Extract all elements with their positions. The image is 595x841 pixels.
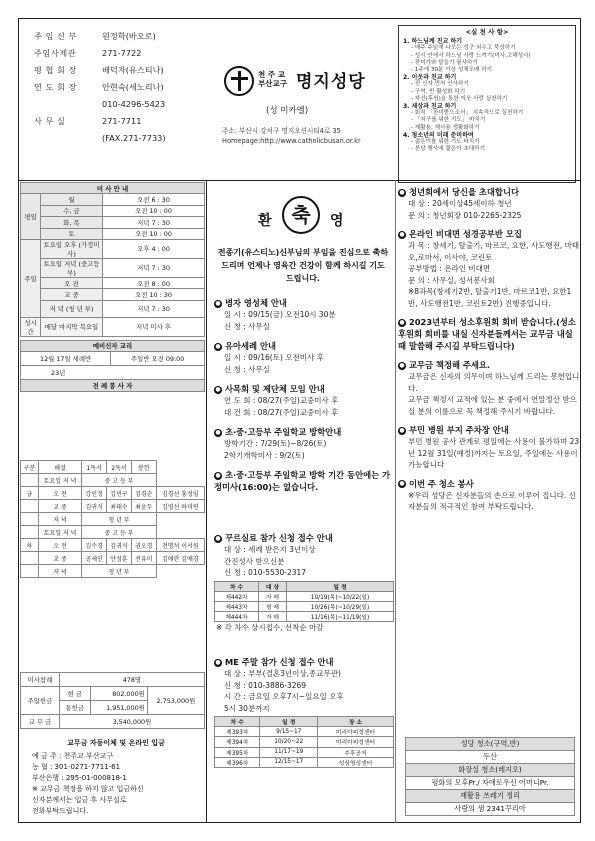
notice-title [398, 478, 580, 490]
bullet-icon: ● [215, 471, 221, 479]
notice-item [214, 340, 394, 375]
service-header: 1독서 [82, 461, 107, 474]
mass-row [21, 277, 205, 288]
notice-item [214, 297, 394, 332]
service-cell: 권오경 [131, 539, 156, 552]
cleaning-value: 평화의 모후Pr./ 자애로우신 어머니Pr. [406, 777, 575, 790]
service-row [21, 565, 205, 578]
cursillo-line: 간진성사 받으신분 [224, 556, 285, 566]
header-row [34, 45, 214, 62]
cursillo-title: 꾸르실료 참가 신청 접수 안내 [225, 533, 333, 543]
notice-line: 일 시 : 09/16(토) 오전미사 후 [224, 353, 324, 362]
notice-title-text: 이번 주 청소 봉사 [409, 478, 474, 489]
notice-item [398, 186, 580, 221]
resolution-line: 3. 세상과 친교 하기 [403, 103, 457, 111]
notice-item [214, 383, 394, 418]
header-row [34, 96, 214, 113]
notice-title [398, 228, 580, 240]
header-key [34, 96, 102, 113]
me-head: 일 정 [260, 717, 318, 727]
header-row [34, 113, 214, 130]
me-cell: 미리아피정센터 [318, 737, 394, 747]
notice-line: 공부방법 : 온라인 비대면 [408, 264, 491, 273]
dues-value: 3,540,000원 [59, 715, 204, 729]
mass-row [21, 205, 205, 216]
me-line: 신 청 : 010-3886-3269 [224, 680, 307, 690]
mass-row [21, 300, 205, 317]
service-week [21, 526, 39, 539]
service-header: 2독서 [107, 461, 132, 474]
resolution-line: - 매주 주일에 나오는 성구 외우고 묵상하기 [411, 45, 516, 52]
service-cell: 최윤두 [131, 500, 156, 513]
service-cell: 김경선 홍성임 [156, 487, 204, 500]
cleaning-value: 사랑의 샘 2341꾸리아 [406, 803, 575, 816]
offering-total: 2,753,000원 [147, 687, 204, 715]
bullet-icon: ● [399, 230, 405, 238]
mass-day: 토요일 저녁 (중고등부) [41, 258, 103, 277]
cursillo-cell: 자 매 [258, 612, 286, 622]
bullet-icon: ● [399, 480, 405, 487]
parish-logo [216, 62, 386, 102]
mass-schedule [20, 182, 205, 392]
welcome-char-3: 영 [330, 213, 344, 229]
bullet-icon: ● [215, 534, 221, 542]
bullet-icon: ● [215, 428, 221, 436]
notice-title [398, 424, 580, 436]
cursillo-cell: 10/19(목)~10/22(일) [287, 591, 394, 601]
notice-title-text: 2023년부터 성소후원회 회비 받습니다.(성소후원회 회비를 내실 신자분들께서는 교무금 내실 때 말씀해 주시길 부탁드립니다) [398, 317, 576, 351]
resolution-line: - 「지구를 위한 기도」 바치기 [411, 117, 486, 124]
notice-line: 과 목 : 창세기, 탈출기, 마르코, 요한, 사도행전, 마태오,로마서, 이사야, 코린토 [408, 241, 580, 262]
service-cell: 전유미 [131, 552, 156, 565]
bullet-icon: ● [399, 188, 405, 196]
notices-middle [214, 297, 394, 501]
notice-line: 대 상 : 20세이상45세이하 청년 [408, 199, 512, 208]
bank-line: 신자분께서는 입금 후 사무실로 [32, 796, 127, 804]
transfer-value: 1,951,000원 [90, 701, 147, 715]
notice-line: 2학기개학미사 : 9/2(토) [224, 450, 305, 460]
column-divider [206, 180, 207, 823]
welcome-char-1: 환 [258, 213, 272, 229]
me-cell: 10/20~22 [260, 737, 318, 747]
attend-value: 478명 [59, 673, 204, 687]
notice-title-text: 병자 영성체 안내 [225, 298, 287, 308]
cursillo-line: 대 상 : 세례 받은지 3년이상 [224, 545, 316, 554]
mass-time: 오전 10 : 00 [103, 205, 205, 216]
service-slot: 토요일 저 녁 [38, 474, 82, 487]
header-value: (FAX.271-7733) [102, 133, 166, 143]
resolution-title: <실 천 사 항> [465, 28, 509, 36]
notice-line: 문 의 : 사무실, 성서봉사회 [408, 275, 495, 285]
notice-title-text: 사목회 및 제단체 모임 안내 [225, 384, 325, 394]
header-info [34, 28, 214, 147]
service-group: 중 고 등 부 [82, 526, 156, 539]
bank-line: 예 금 주 : 천주교 부산교구 [32, 752, 114, 760]
mass-time: 오전 8 : 00 [103, 277, 205, 288]
notice-line: 대 건 회 : 08/27(주일)교중미사 후 [224, 407, 339, 417]
homepage: Homepage:http://www.catholicbusan.or.kr [222, 137, 361, 145]
resolution-line: - 본당 행사에 젊은이 초대하기 [411, 146, 485, 153]
cursillo-cell: 자 매 [258, 591, 286, 601]
notice-title-text: 초·중·고등부 주일학교 방학 기간 동안에는 가정미사(16:00)는 없습니다. [214, 470, 391, 492]
notice-title [398, 186, 580, 198]
bullet-icon: ● [399, 361, 405, 369]
header-key: 주임사제관 [34, 48, 77, 58]
cursillo-notice [214, 532, 394, 634]
cursillo-cell: 형 제 [258, 601, 286, 611]
header-key [34, 130, 102, 147]
service-week [21, 474, 39, 487]
header-value: 271-7722 [102, 48, 142, 58]
service-cell: 최태수 [107, 500, 132, 513]
cleaning-head: 재활용 쓰레기 정리 [406, 790, 575, 803]
notice-title [214, 340, 394, 352]
cursillo-line: 신 청 : 010-5530-2317 [224, 568, 307, 577]
cursillo-cell: 제443차 [215, 601, 259, 611]
service-cell: 교 중 [38, 500, 82, 513]
transfer-label: 통헌금 [59, 701, 90, 715]
notice-line: 연 도 회 : 08/27(주일)교중미사 후 [224, 396, 339, 405]
mass-row [21, 289, 205, 300]
welcome-emblem: 축 [282, 196, 320, 234]
service-week [21, 552, 39, 565]
bullet-icon: ● [215, 342, 221, 350]
header-row [34, 62, 214, 79]
bank-info [32, 738, 200, 817]
notice-title [214, 297, 394, 309]
service-week [21, 565, 39, 578]
header-row [34, 28, 214, 45]
service-row [21, 487, 205, 500]
baptism-date: 12월 17일 세례반 [21, 352, 111, 366]
header-value: 안현숙(세노리나) [102, 82, 164, 92]
me-cell: 미리아피정센터 [318, 727, 394, 737]
notice-title-text: 초·중·고등부 주일학교 방학안내 [225, 427, 342, 437]
resolution-line: 1. 하느님께 친교 하기 [403, 38, 463, 46]
mass-time: 저녁 7 : 30 [103, 258, 205, 277]
notice-item [214, 426, 394, 461]
notice-title [214, 426, 394, 438]
bullet-icon: ● [399, 426, 405, 434]
notice-line: 교무금은 신자의 의무이며 하느님께 드리는 봉헌입니다. [408, 372, 580, 393]
mass-row [21, 239, 205, 258]
mass-time: 오전 6 : 30 [103, 194, 205, 205]
service-header: 구분 [21, 461, 39, 474]
mass-row [21, 217, 205, 228]
notice-title [214, 383, 394, 395]
me-cell: 12/15~17 [260, 757, 318, 767]
cash-label: 현 금 [59, 687, 90, 701]
me-line: 5시 30분까지 [224, 703, 270, 713]
header-key: 연 도 회 장 [34, 82, 77, 92]
service-cell: 오 전 [38, 487, 82, 500]
address: 주소: 부산시 강서구 명지오션시티4로 35 [222, 127, 341, 135]
mass-group: 평일 [21, 194, 41, 240]
notice-item [398, 228, 580, 309]
dues-label: 교 무 금 [21, 715, 60, 729]
resolution-line: 2. 이웃과 친교 하기 [403, 74, 457, 82]
resolution-line: - 찬미가와 달을기 필사하기 [411, 59, 478, 66]
notice-item [398, 478, 580, 513]
address-block [222, 126, 402, 146]
resolution-line: - 자선(후원)을 통한 이웃 사랑 실천하기 [411, 95, 508, 102]
header-value: 배덕자(유스티나) [102, 65, 164, 75]
service-group: 청 년 부 [82, 513, 156, 526]
mass-time: 저녁 7 : 30 [103, 300, 205, 317]
notice-line: 신 청 : 사무실 [224, 321, 270, 331]
service-cell: 김민구 [107, 487, 132, 500]
service-row [21, 513, 205, 526]
service-cell: 김수경 [82, 539, 107, 552]
service-slot: 저 녁 [38, 513, 82, 526]
attend-label: 미사참례 [21, 673, 60, 687]
service-row [21, 474, 205, 487]
resolution-line: - 구역, 반 활성화 하기 [411, 88, 466, 95]
service-row [21, 539, 205, 552]
divider [18, 180, 581, 181]
resolution-line: - 재활용, 재사용 생활화하기 [411, 124, 480, 131]
service-cell: 전명석 이서원 [156, 539, 204, 552]
notice-title-text: 유아세례 안내 [225, 341, 276, 351]
finance-table [20, 672, 205, 729]
notice-item [214, 469, 394, 493]
notice-line: ※8과목(창세기2반, 탈출기1반, 마르코1반, 요한1반, 사도행전1반, 코린토2반) 진행중입니다. [408, 287, 572, 308]
me-cell: 성심영성센터 [318, 757, 394, 767]
mass-group: 성시간 [21, 317, 41, 336]
header-row [34, 79, 214, 96]
me-cell: 제393차 [215, 727, 260, 737]
cursillo-cell: 제444차 [215, 612, 259, 622]
resolution-line: - 회칙 「찬미받으소서」 지속적으로 실천하기 [411, 110, 524, 117]
service-row [21, 500, 205, 513]
resolution-line: - 젊은이를 위한 기도 바치기 [411, 139, 480, 146]
notice-title [214, 469, 394, 493]
service-cell: 김귀식 [82, 500, 107, 513]
mass-day: 수, 금 [41, 205, 103, 216]
notice-line: 일 시 : 09/15(금) 오전10시 30분 [224, 310, 336, 319]
resolution-box [398, 25, 576, 183]
me-notice [214, 656, 394, 768]
header-value: 원정학(바오로) [102, 31, 156, 41]
bank-line: 부산은행 : 295-01-000818-1 [32, 774, 127, 782]
service-header: 봉헌 [131, 461, 156, 474]
mass-row [21, 194, 205, 205]
cleaning-head: 성당 청소(구역,반) [406, 738, 575, 751]
patron-saint: (성 미카엘) [266, 106, 309, 116]
cursillo-head: 일 정 [287, 581, 394, 591]
bank-line: 농 협 : 301-0271-7711-61 [32, 763, 121, 771]
notice-title [398, 359, 580, 371]
service-cell: 김영선 하미연 [156, 500, 204, 513]
mass-time: 저녁 미사 후 [103, 317, 205, 336]
notice-line: 부민 병원 공사 관계로 평일에는 사용이 불가하며 23년 12월 31일(예정)까지는 토요일, 주일에는 사용이 가능합니다 [408, 437, 580, 469]
mass-group: 주일 [21, 239, 41, 317]
header-key: 평 협 회 장 [34, 65, 77, 75]
me-head: 차 수 [215, 717, 260, 727]
mass-day: 토요일 오후 (가정미사) [41, 239, 103, 258]
cleaning-table [405, 737, 575, 816]
bullet-icon: ● [215, 299, 221, 307]
mass-day: 교 중 [41, 289, 103, 300]
resolution-line: - 성시 안에서 하느님 사랑 느끼기(미사,고해성사) [411, 52, 531, 59]
me-cell: 9/15~17 [260, 727, 318, 737]
notice-item [398, 359, 580, 417]
mass-day: 월 [41, 194, 103, 205]
service-row [21, 552, 205, 565]
service-week: 차 [21, 539, 39, 552]
header-key: 주 임 신 부 [34, 31, 77, 41]
notice-title-text: 교무금 책정해 주세요. [409, 360, 491, 370]
me-line: 대 상 : 부부(결혼3년이상,종교무관) [224, 669, 341, 678]
service-week: 금 [21, 487, 39, 500]
cash-value: 802,000원 [90, 687, 147, 701]
notice-line: ※우리 성당은 신자분들의 손으로 이루어 집니다. 신자분들의 적극적인 참여 부탁드립니다. [408, 490, 576, 511]
parish-name: 명지성당 [296, 72, 366, 92]
service-cell: 김귀식 [107, 539, 132, 552]
bank-line: ※ 교무금 책정을 하지 않고 입금하신 [32, 785, 144, 793]
me-cell: 11/17~19 [260, 747, 318, 757]
notice-line: 신 청 : 사무실 [224, 364, 270, 374]
cleaning-head: 화장실 청소(레지오) [406, 764, 575, 777]
notice-title [398, 316, 580, 352]
cursillo-cell: 11/16(목)~11/19(일) [287, 612, 394, 622]
resolution-line: - 전 신자 먼저 인사하기 [411, 81, 469, 88]
mass-title: 미 사 안 내 [21, 183, 205, 194]
mass-day: 화, 목 [41, 217, 103, 228]
welcome-banner [212, 190, 392, 240]
service-row [21, 526, 205, 539]
service-cell: 공세인 [82, 552, 107, 565]
notice-line: 교무금 책정시 교적에 있는 분 중에서 연말정산 받으실 분의 이름으로 꼭 책정해 주시기 바랍니다. [408, 395, 577, 416]
mass-day: 오 전 [41, 277, 103, 288]
catechism-title: 예비신자 교리 [21, 340, 205, 351]
resolution-line: - 1주에 30분 이상 성체조배 하기 [411, 67, 493, 74]
service-week [21, 500, 39, 513]
notice-title-text: 부민 병원 부지 주차장 안내 [409, 425, 509, 435]
service-year: 23년 [21, 366, 205, 380]
service-cell: 안성훈 [107, 552, 132, 565]
service-cell: 교 중 [38, 552, 82, 565]
cursillo-head: 대 상 [258, 581, 286, 591]
me-cell: 제396차 [215, 757, 260, 767]
mass-time: 오전 10 : 30 [103, 289, 205, 300]
service-slot: 토요일 저 녁 [38, 526, 82, 539]
notice-item [398, 316, 580, 352]
bullet-icon: ● [399, 318, 405, 326]
mass-day: 매달 마지막 목요일 [41, 317, 103, 336]
column-divider-2 [395, 180, 396, 823]
service-title: 전 례 봉 사 자 [21, 380, 205, 391]
cursillo-head: 차 수 [215, 581, 259, 591]
mass-time: 오전 10 : 00 [103, 228, 205, 239]
mass-time: 오후 4 : 00 [103, 239, 205, 258]
me-cell: 추후공지 [318, 747, 394, 757]
bank-line: 전화부탁드립니다. [32, 807, 89, 815]
service-cell: 강인정 [82, 487, 107, 500]
mass-row [21, 317, 205, 336]
bullet-icon: ● [215, 658, 221, 666]
service-cell: 오 전 [38, 539, 82, 552]
me-title: ME 주말 참가 신청 접수 안내 [225, 657, 334, 667]
service-group: 중 고 등 부 [82, 474, 156, 487]
service-slot: 저 녁 [38, 565, 82, 578]
notice-line: 문 의 : 청년회장 010-2265-2325 [408, 210, 522, 220]
service-group: 청 년 부 [82, 565, 156, 578]
offering-label: 주일헌금 [21, 687, 60, 715]
resolution-line: 4. 청소년의 미래 준비하여 [403, 131, 474, 139]
service-cell: 김경순 [131, 487, 156, 500]
notices-right [398, 186, 580, 520]
me-head: 장 소 [318, 717, 394, 727]
me-cell: 제395차 [215, 747, 260, 757]
mass-row [21, 228, 205, 239]
service-cell: 김애란 김예경 [156, 552, 204, 565]
bullet-icon: ● [215, 385, 221, 393]
notice-title-text: 온라인 비대면 성경공부반 모집 [409, 229, 522, 239]
service-week [21, 513, 39, 526]
cursillo-cell: 제442차 [215, 591, 259, 601]
cursillo-cell: 10/26(목)~10/29(일) [287, 601, 394, 611]
cross-icon [224, 66, 254, 96]
mass-day: 저 녁 (청 년 부) [41, 300, 103, 317]
notice-item [398, 424, 580, 471]
bank-title: 교무금 자동이체 및 온라인 입금 [67, 739, 165, 747]
cursillo-note: ※ 각 차수 상시접수, 선착순 마감 [216, 623, 324, 633]
baptism-time: 주일반 오전 09:00 [111, 352, 205, 366]
header-key: 사 무 실 [34, 116, 66, 126]
header-row [34, 130, 214, 147]
diocese-name: 천 주 교 부산교구 [258, 70, 287, 88]
me-line: 시 간 : 금요일 오후7시~일요일 오후 [224, 692, 344, 701]
notice-line: 방학기간 : 7/29(토)~8/26(토) [224, 439, 327, 448]
mass-time: 저녁 7 : 30 [103, 217, 205, 228]
liturgy-servers [20, 460, 205, 578]
header-value: 010-4296-5423 [102, 99, 166, 109]
welcome-message: 전종기(유스티노)신부님의 부임을 진심으로 축하 드리며 언제나 영육간 건강이 함께 하시길 기도 드립니다. [217, 248, 389, 283]
mass-day: 토 [41, 228, 103, 239]
notice-title-text: 청년회에서 당신을 초대합니다 [409, 187, 519, 197]
header-value: 271-7711 [102, 116, 142, 126]
cleaning-value: 두산 [406, 751, 575, 764]
mass-row [21, 258, 205, 277]
service-header: 해설 [38, 461, 82, 474]
me-cell: 제394차 [215, 737, 260, 747]
